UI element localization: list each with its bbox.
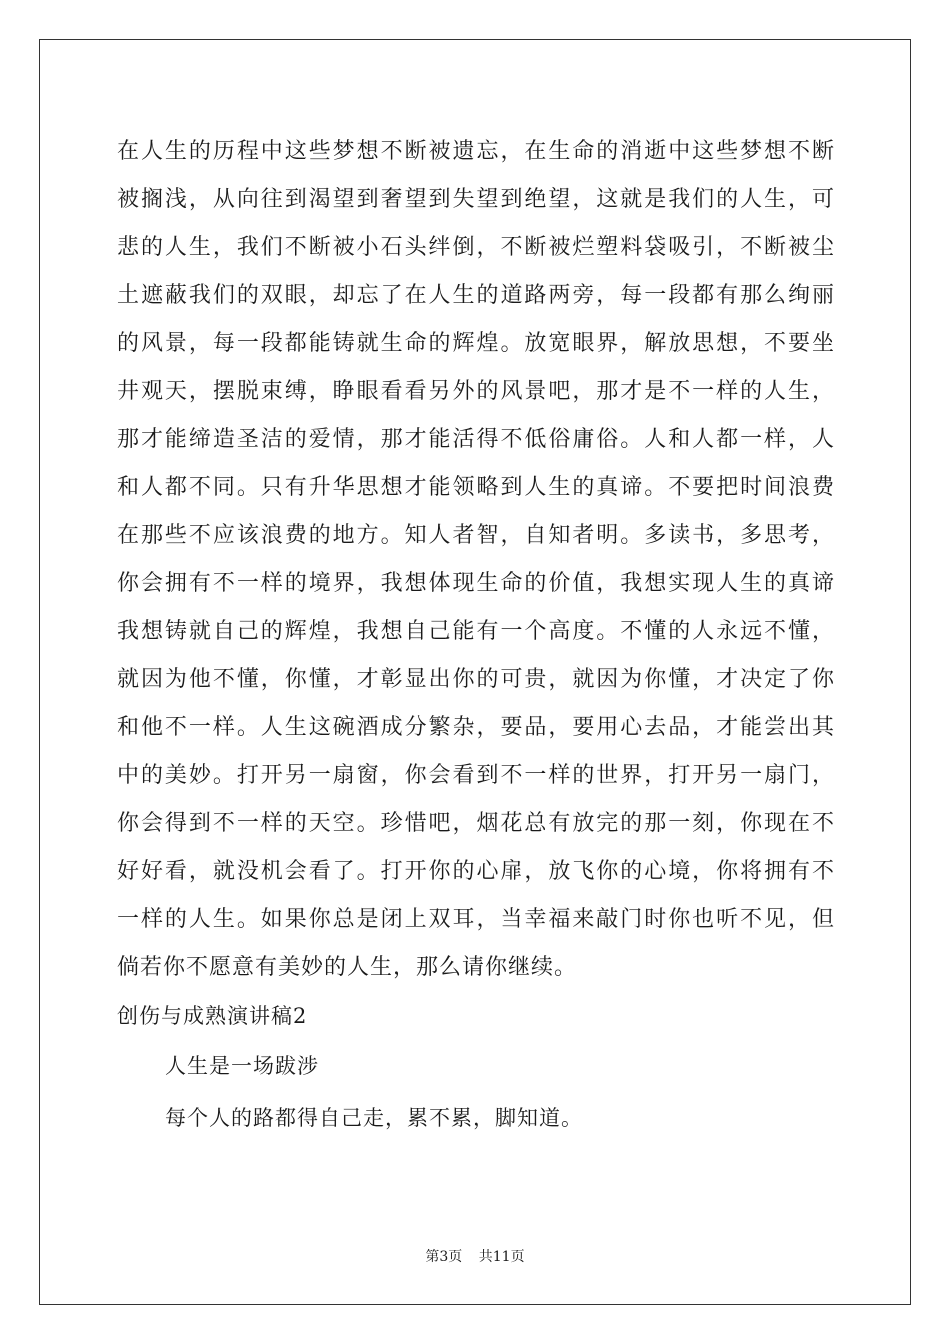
text-line: 你会拥有不一样的境界，我想体现生命的价值，我想实现人生的真谛 <box>117 571 835 596</box>
page-number: 第3页 <box>425 1249 463 1265</box>
text-line: 的风景，每一段都能铸就生命的辉煌。放宽眼界，解放思想，不要坐 <box>117 331 835 356</box>
text-line: 那才能缔造圣洁的爱情，那才能活得不低俗庸俗。人和人都一样，人 <box>117 427 835 452</box>
text-line: 就因为他不懂，你懂，才彰显出你的可贵，就因为你懂，才决定了你 <box>117 667 835 692</box>
text-line: 一样的人生。如果你总是闭上双耳，当幸福来敲门时你也听不见，但 <box>117 907 835 932</box>
text-line: 你会得到不一样的天空。珍惜吧，烟花总有放完的那一刻，你现在不 <box>117 811 835 836</box>
section-title: 创伤与成熟演讲稿2 <box>117 1004 308 1028</box>
text-line: 中的美妙。打开另一扇窗，你会看到不一样的世界，打开另一扇门， <box>117 763 835 788</box>
page-footer <box>0 1246 950 1266</box>
document-body <box>117 128 835 1144</box>
paragraph <box>117 128 835 992</box>
text-line: 被搁浅，从向往到渴望到奢望到失望到绝望，这就是我们的人生，可 <box>117 187 835 212</box>
text-line: 井观天，摆脱束缚，睁眼看看另外的风景吧，那才是不一样的人生， <box>117 379 835 404</box>
text-line: 土遮蔽我们的双眼，却忘了在人生的道路两旁，每一段都有那么绚丽 <box>117 283 835 308</box>
text-line: 和他不一样。人生这碗酒成分繁杂，要品，要用心去品，才能尝出其 <box>117 715 835 740</box>
text-line: 悲的人生，我们不断被小石头绊倒，不断被烂塑料袋吸引，不断被尘 <box>117 235 835 260</box>
text-line: 在人生的历程中这些梦想不断被遗忘，在生命的消逝中这些梦想不断 <box>117 139 835 164</box>
text-line: 倘若你不愿意有美妙的人生，那么请你继续。 <box>117 955 578 980</box>
page-total: 共11页 <box>478 1249 525 1265</box>
body-line: 每个人的路都得自己走，累不累，脚知道。 <box>165 1106 583 1130</box>
text-line: 好好看，就没机会看了。打开你的心扉，放飞你的心境，你将拥有不 <box>117 859 835 884</box>
subtitle: 人生是一场跋涉 <box>165 1054 319 1078</box>
text-line: 和人都不同。只有升华思想才能领略到人生的真谛。不要把时间浪费 <box>117 475 835 500</box>
text-line: 在那些不应该浪费的地方。知人者智，自知者明。多读书，多思考， <box>117 523 835 548</box>
text-line: 我想铸就自己的辉煌，我想自己能有一个高度。不懂的人永远不懂， <box>117 619 835 644</box>
